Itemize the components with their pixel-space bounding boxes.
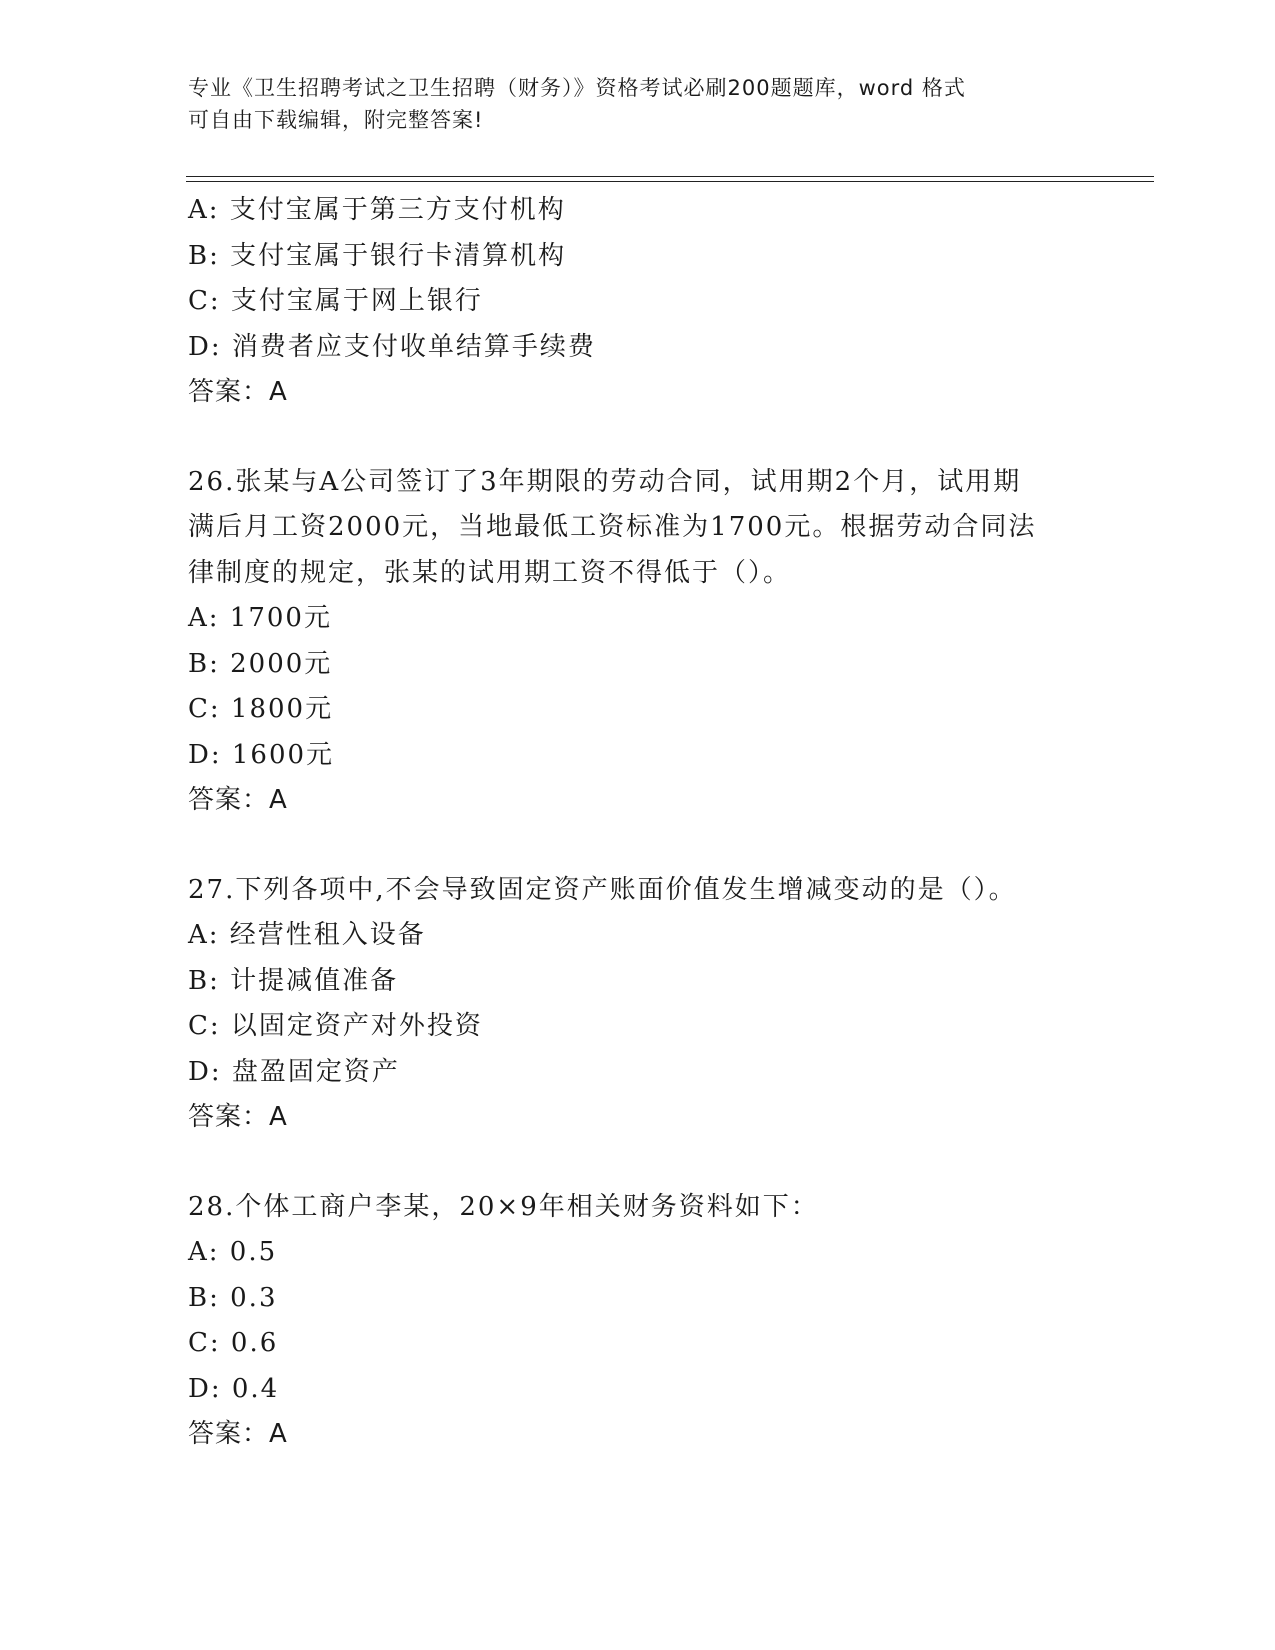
spacer xyxy=(188,416,1088,460)
option-b: B: 0.3 xyxy=(188,1282,278,1313)
question-28 xyxy=(188,1185,1088,1458)
header-divider-bottom xyxy=(186,181,1154,182)
option-a: A: 经营性租入设备 xyxy=(188,920,426,950)
question-27 xyxy=(188,868,1088,1141)
question-text-line: 律制度的规定，张某的试用期工资不得低于（）。 xyxy=(188,557,792,588)
header-divider-top xyxy=(186,176,1154,177)
option-b: B: 2000元 xyxy=(188,648,333,679)
document-header xyxy=(188,72,1088,136)
spacer xyxy=(188,1141,1088,1185)
question-text-line: 28.个体工商户李某，20×9年相关财务资料如下： xyxy=(188,1191,819,1222)
option-c: C: 支付宝属于网上银行 xyxy=(188,286,483,316)
question-text-line: 26.张某与A公司签订了3年期限的劳动合同，试用期2个月，试用期 xyxy=(188,466,1022,497)
answer-line: 答案：A xyxy=(188,377,288,407)
option-a: A: 支付宝属于第三方支付机构 xyxy=(188,195,566,225)
option-c: C: 以固定资产对外投资 xyxy=(188,1011,483,1041)
option-d: D: 1600元 xyxy=(188,739,335,770)
option-b: B: 支付宝属于银行卡清算机构 xyxy=(188,240,567,271)
option-c: C: 0.6 xyxy=(188,1328,279,1358)
option-b: B: 计提减值准备 xyxy=(188,965,399,996)
header-line-1: 专业《卫生招聘考试之卫生招聘（财务）》资格考试必刷200题题库，word 格式 xyxy=(188,76,966,100)
answer-line: 答案：A xyxy=(188,1102,288,1132)
question-25 xyxy=(188,188,1088,416)
option-d: D: 盘盈固定资产 xyxy=(188,1056,400,1087)
answer-line: 答案：A xyxy=(188,785,288,815)
question-text-line: 满后月工资2000元，当地最低工资标准为1700元。根据劳动合同法 xyxy=(188,512,1037,542)
option-a: A: 1700元 xyxy=(188,603,332,633)
question-list xyxy=(188,188,1088,1458)
option-a: A: 0.5 xyxy=(188,1237,278,1267)
option-d: D: 消费者应支付收单结算手续费 xyxy=(188,331,596,362)
header-line-2: 可自由下载编辑，附完整答案! xyxy=(188,108,484,132)
question-26 xyxy=(188,460,1088,824)
question-text-line: 27.下列各项中,不会导致固定资产账面价值发生增减变动的是（）。 xyxy=(188,874,1017,905)
option-d: D: 0.4 xyxy=(188,1373,280,1404)
option-c: C: 1800元 xyxy=(188,694,334,724)
spacer xyxy=(188,824,1088,868)
answer-line: 答案：A xyxy=(188,1419,288,1449)
